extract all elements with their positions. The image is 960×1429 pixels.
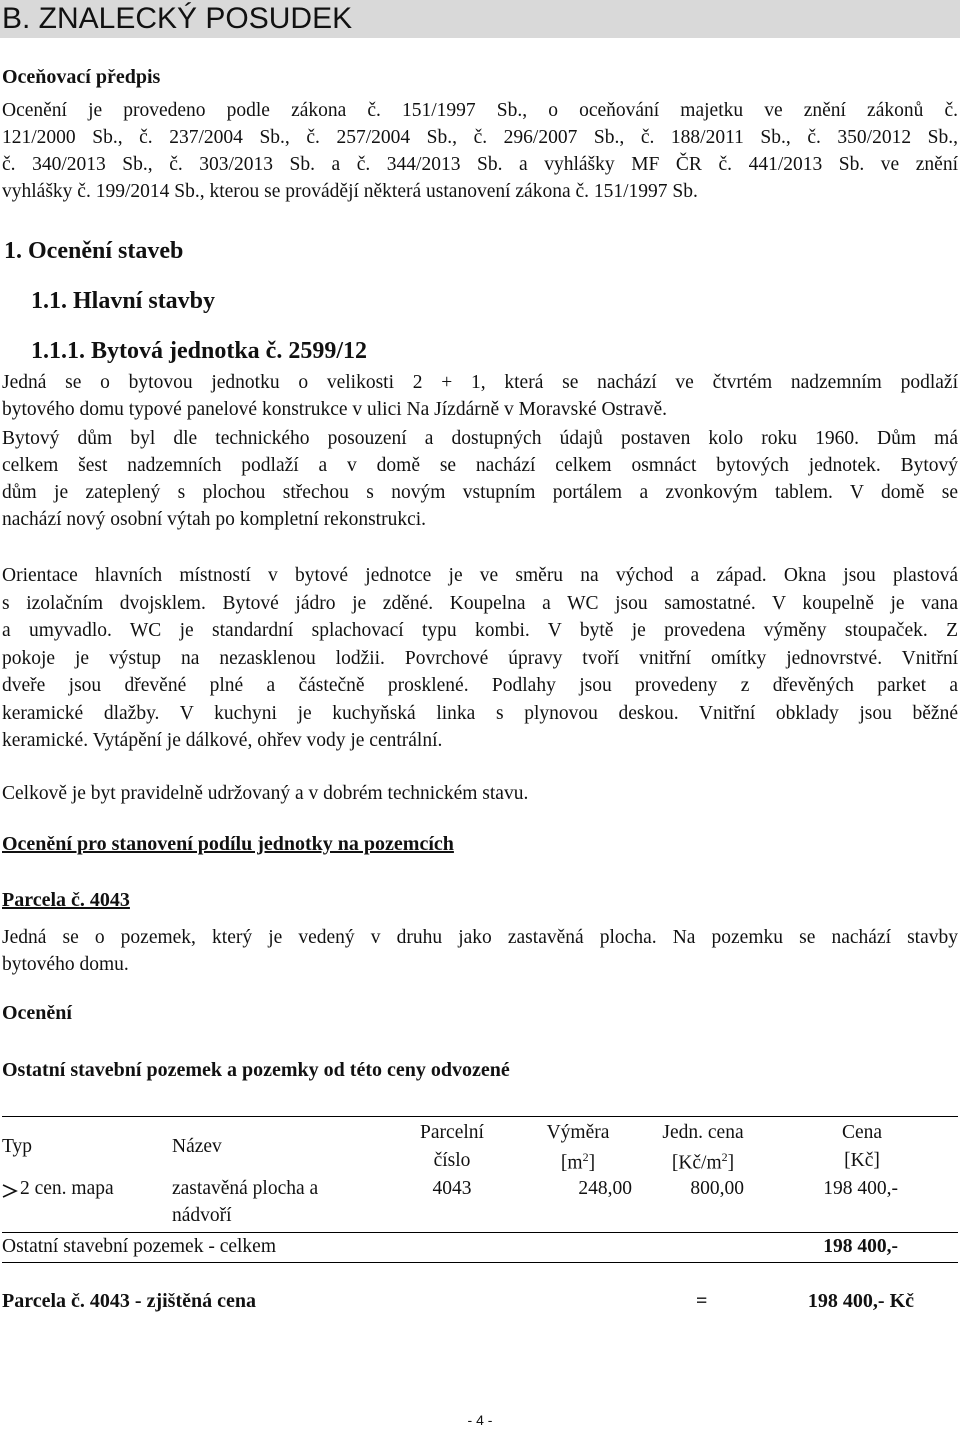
row-vymera: 248,00 bbox=[578, 1178, 632, 1199]
header-cena-1: Cena bbox=[841, 1122, 883, 1143]
para1-line-1: Jedná se o bytovou jednotku o velikosti 2 + 1, která se nachází ve čtvrtém nadzemním podlaží bbox=[2, 372, 958, 393]
predpis-line-2: 121/2000 Sb., č. 237/2004 Sb., č. 257/2004 Sb., č. 296/2007 Sb., č. 188/2011 Sb., č. 350/2012 Sb., bbox=[2, 127, 958, 148]
parcela-desc-line-2: bytového domu. bbox=[2, 954, 129, 975]
final-label: Parcela č. 4043 - zjištěná cena bbox=[2, 1290, 256, 1312]
arrow-right-icon bbox=[2, 1181, 18, 1201]
para2-line-6: keramické dlažby. V kuchyni je kuchyňská linka s plynovou deskou. Vnitřní obklady jsou běžné bbox=[2, 703, 958, 724]
para1-line-2: bytového domu typové panelové konstrukce v ulici Na Jízdárně v Moravské Ostravě. bbox=[2, 399, 667, 420]
parcela-desc-line-1: Jedná se o pozemek, který je vedený v druhu jako zastavěná plocha. Na pozemku se nachází stavby bbox=[2, 927, 958, 948]
section-1-1-1-heading: 1.1.1. Bytová jednotka č. 2599/12 bbox=[31, 338, 367, 364]
table-title: Ostatní stavební pozemek a pozemky od této ceny odvozené bbox=[2, 1059, 510, 1081]
header-jedn-1: Jedn. cena bbox=[662, 1122, 744, 1143]
header-vymera-1: Výměra bbox=[546, 1122, 610, 1143]
para2-line-3: a umyvadlo. WC je standardní splachovací typu kombi. V bytě je provedena výměny stoupaček. Z bbox=[2, 620, 958, 641]
para2-line-4: pokoje je výstup na nezasklenou lodžii. Povrchové úpravy tvoří vnitřní omítky jednovrstvé. Vnitřní bbox=[2, 648, 958, 669]
para1-line-5: dům je zateplený s plochou střechou s novým vstupním portálem a zvonkovým tablem. V domě se bbox=[2, 482, 958, 503]
parcela-heading: Parcela č. 4043 bbox=[2, 889, 130, 911]
total-label: Ostatní stavební pozemek - celkem bbox=[2, 1236, 276, 1257]
podil-heading: Ocenění pro stanovení podílu jednotky na pozemcích bbox=[2, 833, 454, 855]
para3: Celkově je byt pravidelně udržovaný a v dobrém technickém stavu. bbox=[2, 783, 529, 804]
oceneni-label: Ocenění bbox=[2, 1002, 72, 1024]
para1-line-3: Bytový dům byl dle technického posouzení a dostupných údajů postaven kolo roku 1960. Dům má bbox=[2, 428, 958, 449]
predpis-line-4: vyhlášky č. 199/2014 Sb., kterou se provádějí některá ustanovení zákona č. 151/1997 Sb. bbox=[2, 181, 698, 202]
page-title: B. ZNALECKÝ POSUDEK bbox=[2, 2, 353, 35]
row-nazev-2: nádvoří bbox=[172, 1205, 232, 1226]
row-jedn: 800,00 bbox=[690, 1178, 744, 1199]
header-jedn-2: $[Kč/m^2]$ bbox=[671, 1150, 735, 1174]
row-parcelni: 4043 bbox=[432, 1178, 472, 1199]
para2-line-7: keramické. Vytápění je dálkové, ohřev vody je centrální. bbox=[2, 730, 443, 751]
row-typ: 2 cen. mapa bbox=[20, 1178, 114, 1199]
total-value: 198 400,- bbox=[823, 1236, 898, 1257]
para1-line-4: celkem šest nadzemních podlaží a v domě se nachází celkem osmnáct bytových jednotek. Bytový bbox=[2, 455, 958, 476]
final-value: 198 400,- Kč bbox=[807, 1290, 914, 1312]
para2-line-5: dveře jsou dřevěné plné a částečně prosklené. Podlahy jsou provedeny z dřevěných parket a bbox=[2, 675, 958, 696]
header-parcelni-1: Parcelní bbox=[420, 1122, 484, 1143]
header-vymera-2: $[m^2]$ bbox=[560, 1150, 596, 1174]
para1-line-6: nachází nový osobní výtah po kompletní rekonstrukci. bbox=[2, 509, 427, 530]
predpis-heading: Oceňovací předpis bbox=[2, 66, 161, 88]
header-parcelni-2: číslo bbox=[433, 1150, 471, 1171]
page-number: - 4 - bbox=[467, 1412, 493, 1428]
header-typ: Typ bbox=[2, 1136, 33, 1157]
para2-line-2: s izolačním dvojsklem. Bytové jádro je zděné. Koupelna a WC jsou samostatné. V koupelně je vana bbox=[2, 593, 958, 614]
final-equals: = bbox=[696, 1290, 708, 1312]
table-bottom-rule bbox=[2, 1262, 958, 1263]
table-total-rule bbox=[2, 1232, 958, 1233]
predpis-line-3: č. 340/2013 Sb., č. 303/2013 Sb. a č. 344/2013 Sb. a vyhlášky MF ČR č. 441/2013 Sb. ve znění bbox=[2, 154, 958, 175]
predpis-line-1: Ocenění je provedeno podle zákona č. 151/1997 Sb., o oceňování majetku ve znění zákonů č. bbox=[2, 100, 958, 121]
row-cena: 198 400,- bbox=[823, 1178, 898, 1199]
section-1-heading: 1. Ocenění staveb bbox=[4, 238, 184, 264]
row-nazev-1: zastavěná plocha a bbox=[172, 1178, 319, 1199]
table-top-rule bbox=[2, 1116, 958, 1117]
para2-line-1: Orientace hlavních místností v bytové jednotce je ve směru na východ a západ. Okna jsou plastová bbox=[2, 565, 958, 586]
header-cena-2: [Kč] bbox=[844, 1150, 880, 1171]
header-nazev: Název bbox=[172, 1136, 222, 1157]
section-1-1-heading: 1.1. Hlavní stavby bbox=[31, 288, 216, 314]
